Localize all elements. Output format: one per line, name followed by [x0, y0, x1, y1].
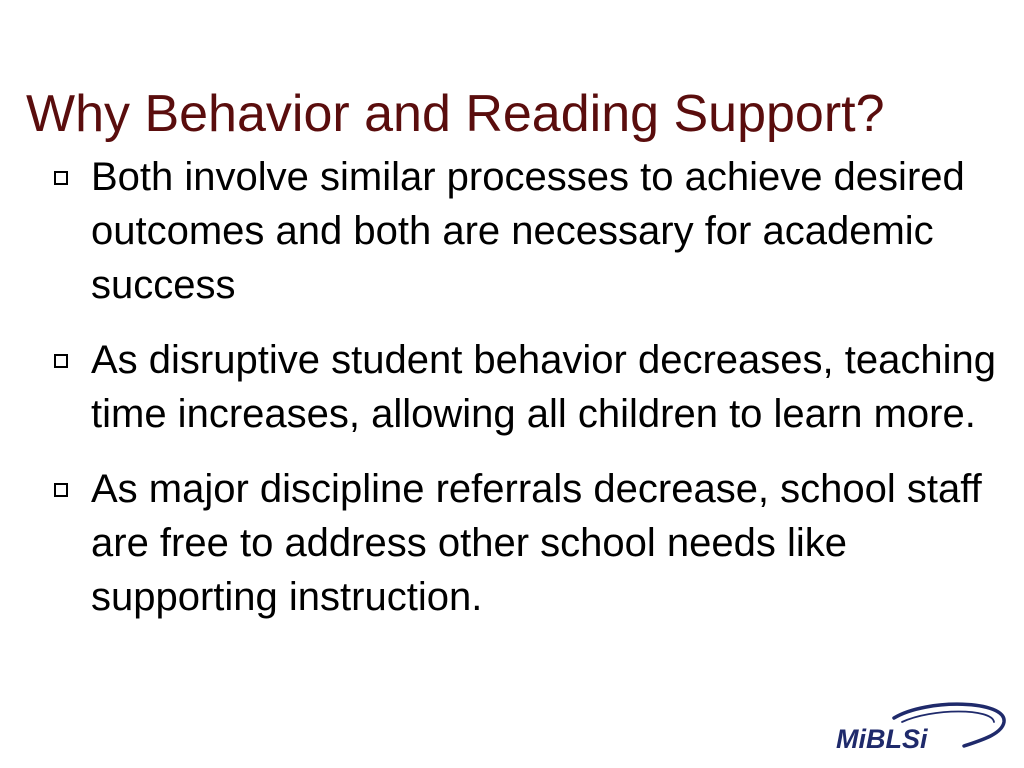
bullet-text: Both involve similar processes to achieve desired outcomes and both are necessary for academic success — [91, 155, 965, 307]
bullet-item — [54, 150, 1004, 312]
slide-title: Why Behavior and Reading Support? — [26, 85, 885, 143]
bullet-text: As major discipline referrals decrease, school staff are free to address other school needs like supporting instruction. — [91, 467, 982, 619]
hollow-square-icon — [54, 354, 68, 368]
logo-text: MiBLSi — [836, 724, 928, 754]
bullet-text: As disruptive student behavior decreases, teaching time increases, allowing all children to learn more. — [91, 338, 996, 436]
bullet-list — [54, 150, 1004, 645]
hollow-square-icon — [54, 483, 68, 497]
hollow-square-icon — [54, 171, 68, 185]
bullet-item — [54, 333, 1004, 441]
miblsi-logo — [832, 700, 1012, 760]
bullet-item — [54, 462, 1004, 624]
